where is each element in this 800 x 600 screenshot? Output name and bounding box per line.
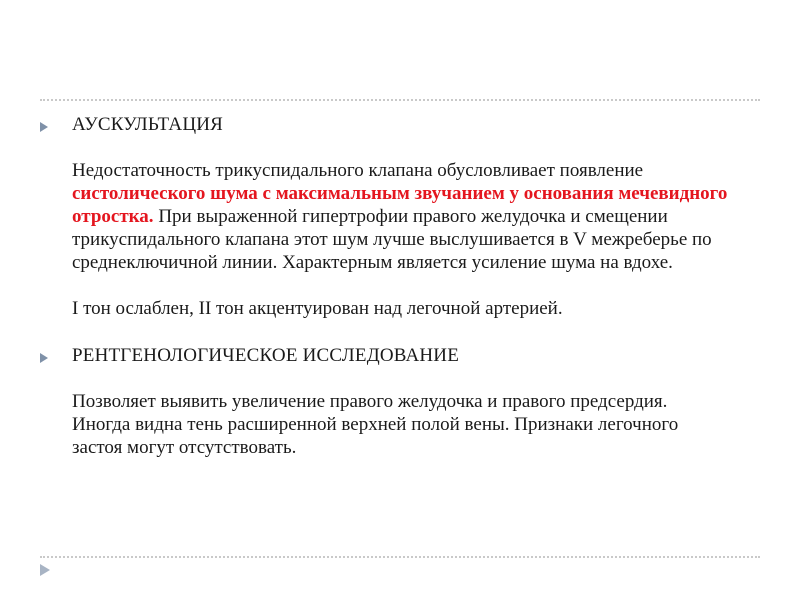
section-auscultation bbox=[40, 113, 730, 320]
paragraph-text: При выраженной гипертрофии правого желудочка и смещении трикуспидального клапана этот шум лучше выслушивается в V межреберье по среднеключичной линии. Характерным является усиление шума на вдохе. bbox=[72, 206, 712, 273]
triangle-right-icon bbox=[40, 353, 48, 363]
section-radiology bbox=[40, 344, 730, 459]
section-paragraph: I тон ослаблен, II тон акцентуирован над легочной артерией. bbox=[72, 298, 563, 319]
play-arrow-icon[interactable] bbox=[40, 564, 50, 576]
section-heading: РЕНТГЕНОЛОГИЧЕСКОЕ ИССЛЕДОВАНИЕ bbox=[72, 345, 460, 366]
section-heading: АУСКУЛЬТАЦИЯ bbox=[72, 114, 224, 135]
bottom-divider bbox=[40, 556, 760, 558]
section-paragraph bbox=[72, 159, 730, 274]
triangle-right-icon bbox=[40, 122, 48, 132]
highlighted-text: систолического шума с максимальным звучанием у основания мечевидного отростка. bbox=[72, 183, 728, 227]
paragraph-text: Недостаточность трикуспидального клапана обусловливает появление bbox=[72, 160, 644, 181]
slide-content bbox=[40, 113, 730, 459]
section-paragraph: Позволяет выявить увеличение правого желудочка и правого предсердия. Иногда видна тень расширенной верхней полой вены. Признаки легочного застоя могут отсутствовать. bbox=[72, 391, 679, 458]
top-divider bbox=[40, 99, 760, 101]
